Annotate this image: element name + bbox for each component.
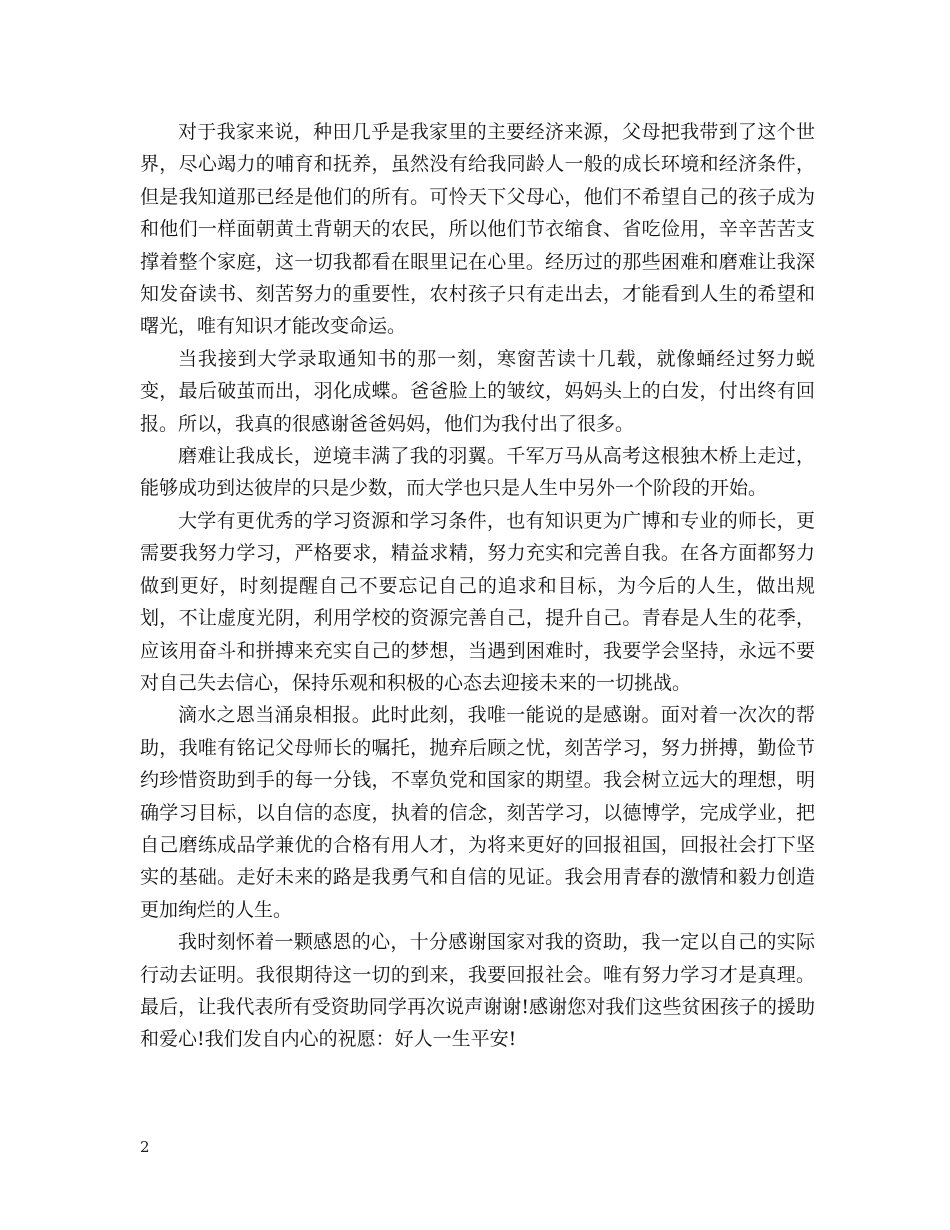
page-number: 2 bbox=[140, 1138, 150, 1156]
paragraph-3: 磨难让我成长，逆境丰满了我的羽翼。千军万马从高考这根独木桥上走过，能够成功到达彼岸的只是少数，而大学也只是人生中另外一个阶段的开始。 bbox=[140, 445, 815, 500]
document-body bbox=[140, 116, 815, 1056]
paragraph-6: 我时刻怀着一颗感恩的心，十分感谢国家对我的资助，我一定以自己的实际行动去证明。我很期待这一切的到来，我要回报社会。唯有努力学习才是真理。最后，让我代表所有受资助同学再次说声谢谢!感谢您对我们这些贫困孩子的援助和爱心!我们发自内心的祝愿：好人一生平安! bbox=[140, 931, 815, 1051]
paragraph-2: 当我接到大学录取通知书的那一刻，寒窗苦读十几载，就像蛹经过努力蜕变，最后破茧而出，羽化成蝶。爸爸脸上的皱纹，妈妈头上的白发，付出终有回报。所以，我真的很感谢爸爸妈妈，他们为我付出了很多。 bbox=[140, 347, 815, 435]
paragraph-1: 对于我家来说，种田几乎是我家里的主要经济来源，父母把我带到了这个世界，尽心竭力的哺育和抚养，虽然没有给我同龄人一般的成长环境和经济条件，但是我知道那已经是他们的所有。可怜天下父母心，他们不希望自己的孩子成为和他们一样面朝黄土背朝天的农民，所以他们节衣缩食、省吃俭用，辛辛苦苦支撑着整个家庭，这一切我都看在眼里记在心里。经历过的那些困难和磨难让我深知发奋读书、刻苦努力的重要性，农村孩子只有走出去，才能看到人生的希望和曙光，唯有知识才能改变命运。 bbox=[140, 121, 815, 338]
paragraph-4: 大学有更优秀的学习资源和学习条件，也有知识更为广博和专业的师长，更需要我努力学习，严格要求，精益求精，努力充实和完善自我。在各方面都努力做到更好，时刻提醒自己不要忘记自己的追求和目标，为今后的人生，做出规划，不让虚度光阴，利用学校的资源完善自己，提升自己。青春是人生的花季，应该用奋斗和拼搏来充实自己的梦想，当遇到困难时，我要学会坚持，永远不要对自己失去信心，保持乐观和积极的心态去迎接未来的一切挑战。 bbox=[140, 509, 815, 694]
paragraph-5: 滴水之恩当涌泉相报。此时此刻，我唯一能说的是感谢。面对着一次次的帮助，我唯有铭记父母师长的嘱托，抛弃后顾之忧，刻苦学习，努力拼搏，勤俭节约珍惜资助到手的每一分钱，不辜负党和国家的期望。我会树立远大的理想，明确学习目标，以自信的态度，执着的信念，刻苦学习，以德博学，完成学业，把自己磨练成品学兼优的合格有用人才，为将来更好的回报祖国，回报社会打下坚实的基础。走好未来的路是我勇气和自信的见证。我会用青春的激情和毅力创造更加绚烂的人生。 bbox=[140, 704, 815, 921]
